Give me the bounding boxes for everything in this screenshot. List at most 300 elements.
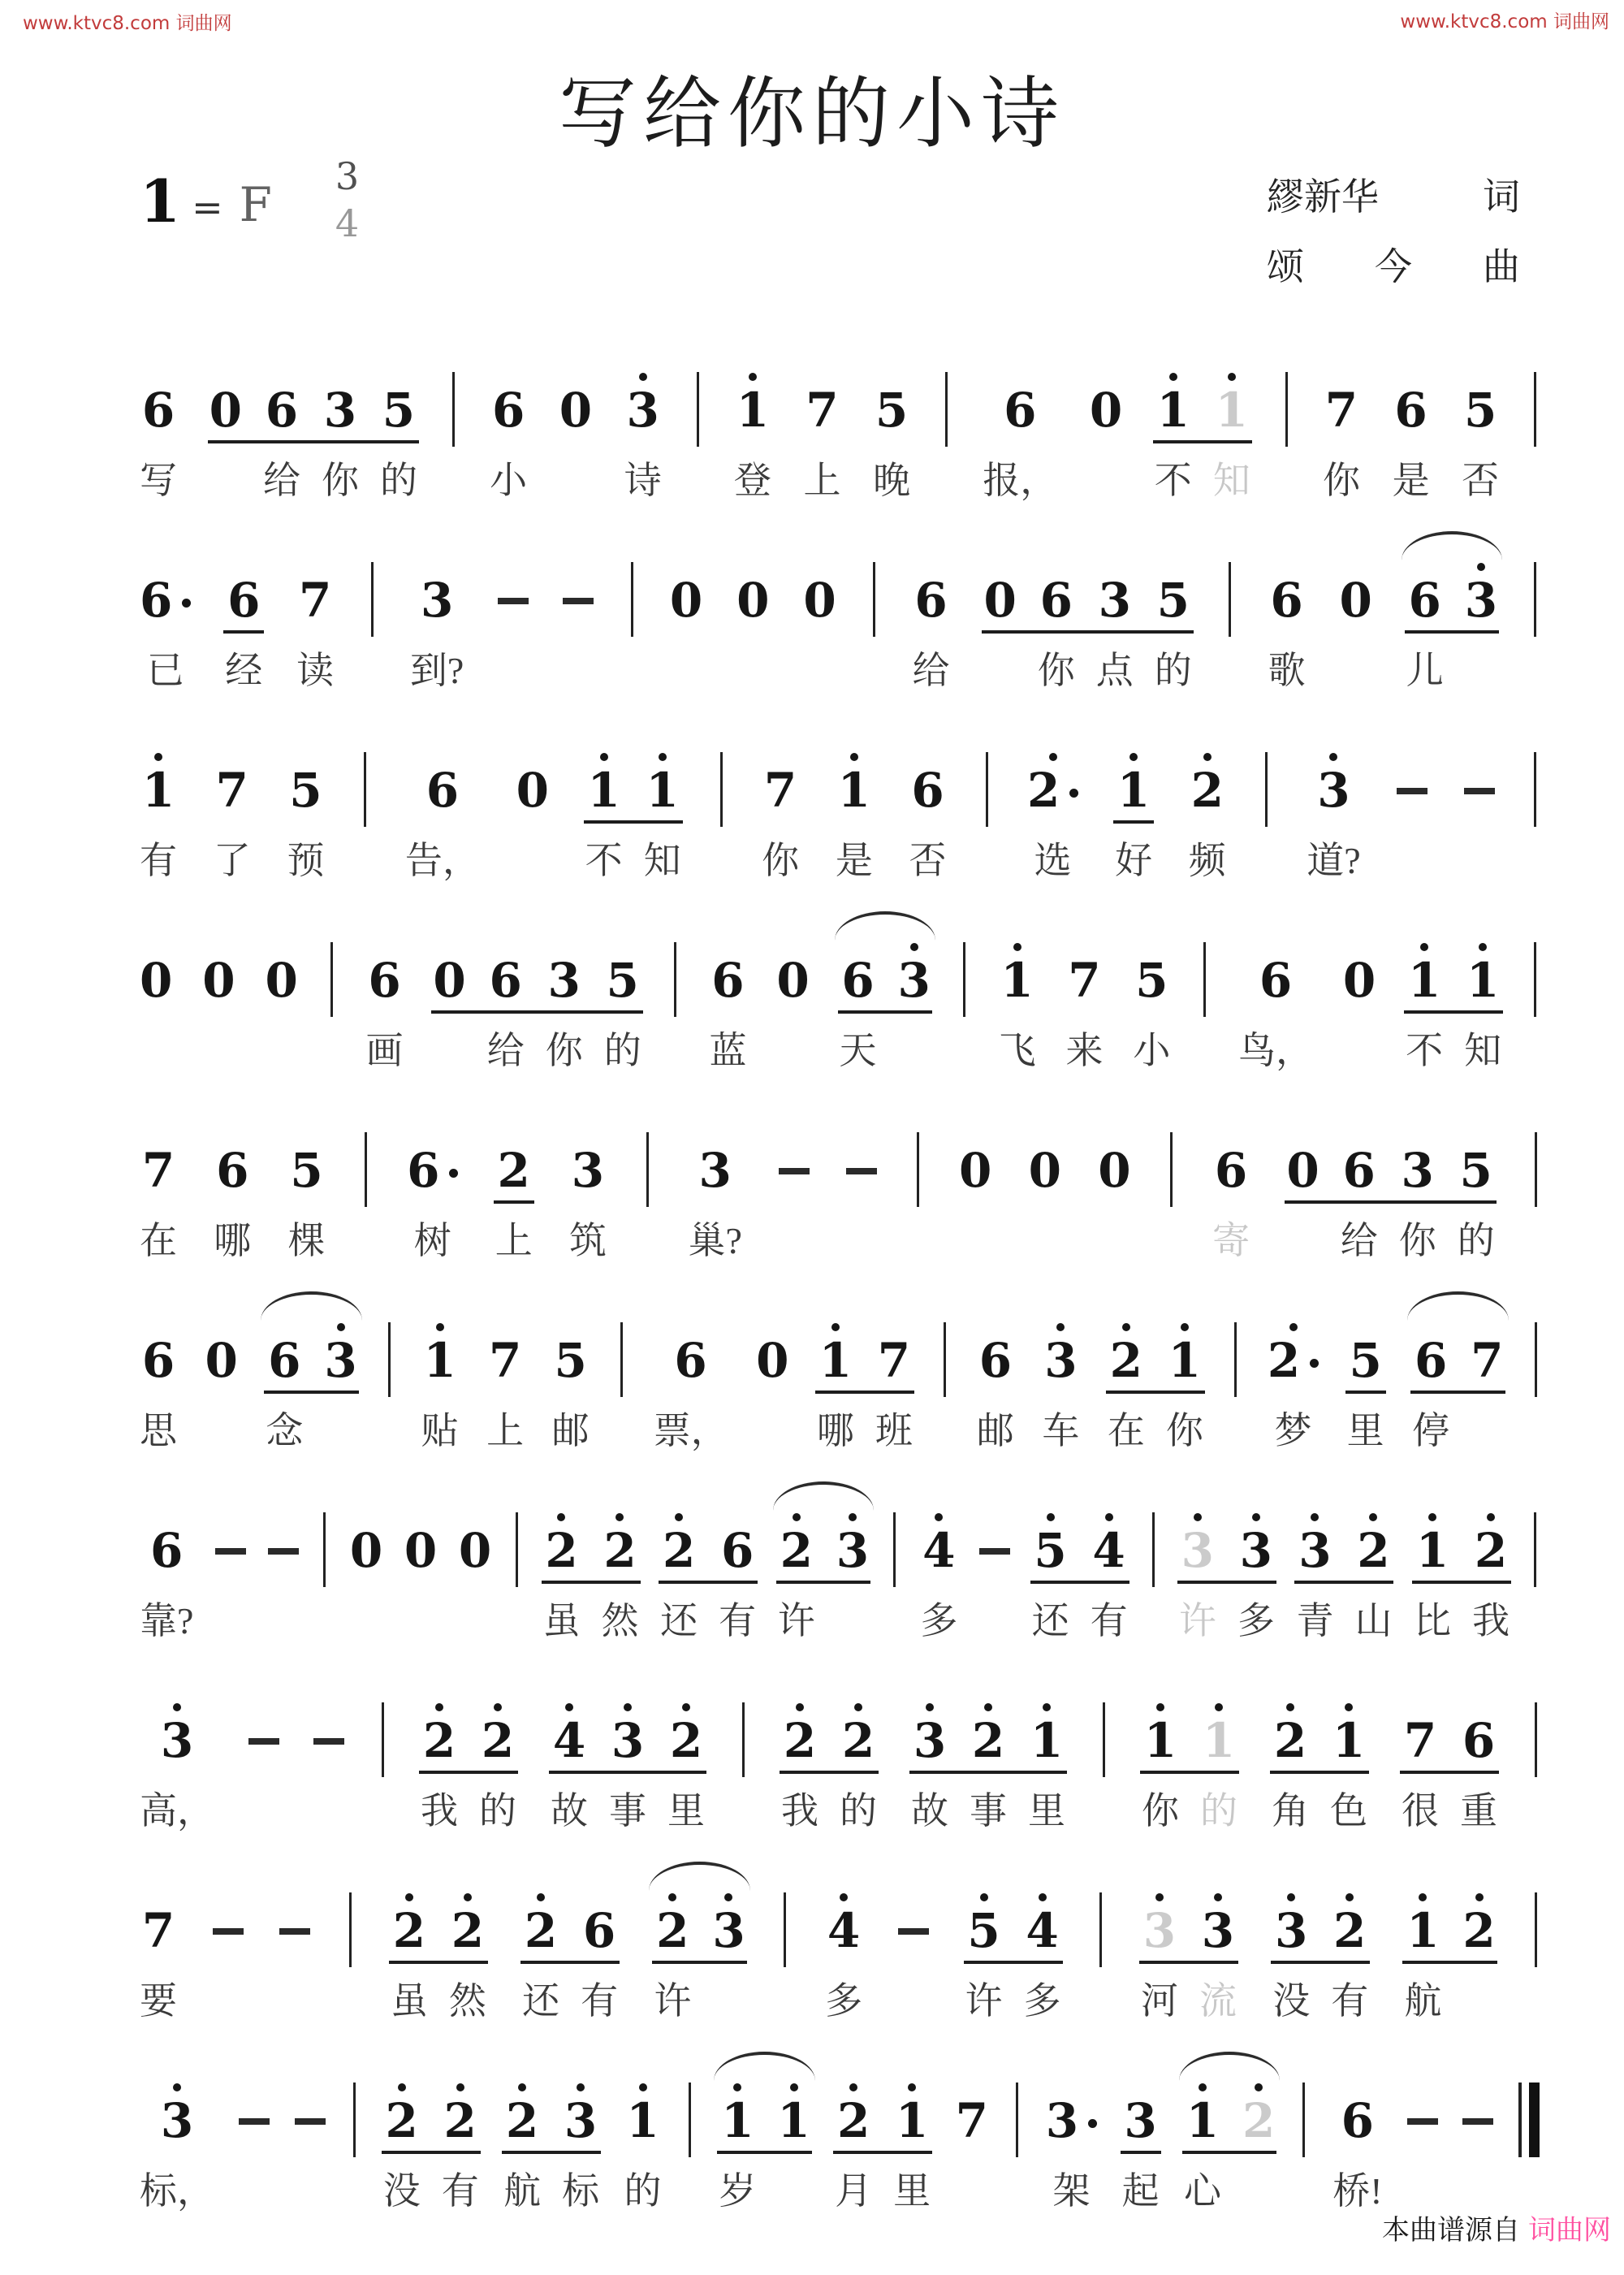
note (603, 1467, 636, 1589)
note-digit: 6 (978, 1333, 1013, 1388)
beam-group-cell (1406, 897, 1501, 1075)
lyric: 贴 (421, 1410, 459, 1451)
note-digit: 3 (1239, 1523, 1273, 1578)
note-cell (803, 517, 836, 695)
barline (1531, 707, 1540, 885)
lyric: 心 (1183, 2170, 1221, 2212)
note-digit: 3 (160, 1713, 194, 1768)
note-cell (404, 1467, 437, 1646)
barline (891, 1467, 899, 1646)
lyric: 岁 (719, 2170, 757, 2212)
note-column (604, 897, 641, 1075)
note-cell (776, 897, 809, 1075)
lyric: 知 (643, 840, 681, 881)
note (776, 897, 809, 1019)
beam-group-cell (1032, 1467, 1128, 1646)
lyric: 有 (1331, 1980, 1369, 2022)
beam-group (503, 2037, 599, 2216)
system-row-4 (140, 897, 1540, 1075)
note (525, 1847, 557, 1969)
note-digit: 1 (1415, 1523, 1449, 1578)
barline (781, 1847, 789, 2026)
lyric: 频 (1188, 840, 1226, 881)
time-signature (335, 154, 360, 245)
octave-dot (1215, 1703, 1223, 1711)
note-digit: 2 (392, 1903, 426, 1958)
note-column (1406, 897, 1443, 1075)
octave-dot (565, 1703, 573, 1711)
note-cell (1462, 327, 1499, 505)
note (498, 1087, 530, 1209)
beam-group (266, 1277, 356, 1455)
note-digit: 5 (1459, 1143, 1492, 1198)
note (1027, 707, 1078, 828)
note-digit: 2 (1474, 1523, 1508, 1578)
note-cell (140, 517, 191, 695)
note-cell (1343, 897, 1376, 1075)
note-digit: 3 (626, 383, 659, 438)
octave-dot (615, 1513, 624, 1521)
beam-group-cell (433, 897, 641, 1075)
octave-dot (1255, 2083, 1263, 2091)
lyric: 虽 (542, 1600, 581, 1641)
dash-stroke (213, 1928, 244, 1935)
note-column (1200, 1657, 1237, 1836)
note (1098, 1087, 1130, 1209)
barline (361, 707, 369, 885)
note (1000, 897, 1033, 1019)
octave-dot (1479, 943, 1487, 951)
note-digit: 6 (489, 953, 522, 1008)
footer-prefix: 本曲谱源自 (1382, 2216, 1520, 2246)
duration-dash (213, 1847, 244, 2026)
lyric: 的 (1457, 1220, 1495, 1261)
note (444, 2037, 477, 2159)
dash-stroke (313, 1738, 344, 1745)
note (1090, 327, 1122, 448)
note-digit: 0 (1089, 383, 1123, 438)
lyric: 歌 (1268, 650, 1306, 691)
lyric: 停 (1412, 1410, 1450, 1451)
octave-dot (908, 2083, 916, 2091)
note (1135, 897, 1168, 1019)
note-column (1341, 1087, 1378, 1265)
note-digit: 1 (141, 763, 175, 818)
note-cell (1189, 707, 1226, 885)
note (1110, 1277, 1142, 1399)
octave-dot (1181, 1323, 1189, 1331)
octave-dot (1311, 1513, 1319, 1521)
lyric: 标 (562, 2170, 600, 2212)
note-digit: 3 (324, 1333, 357, 1388)
note (1117, 707, 1150, 828)
note-digit: 5 (382, 383, 416, 438)
note (583, 1847, 615, 1969)
lyric (724, 1977, 732, 2026)
note-cell (421, 1277, 459, 1455)
note-digit: 6 (1394, 383, 1427, 438)
note-cell (920, 1467, 957, 1646)
note-digit: 3 (1181, 1523, 1215, 1578)
note-column (893, 2037, 931, 2216)
lyric (749, 647, 757, 695)
octave-dot (749, 373, 757, 381)
dash-stroke (1407, 2118, 1438, 2125)
duration-dash (268, 1467, 299, 1646)
note (482, 1657, 514, 1779)
note-digit: 2 (481, 1713, 515, 1768)
lyric: 哪 (816, 1410, 854, 1451)
octave-dot (639, 373, 647, 381)
lyric (1475, 1977, 1484, 2026)
note-digit: 2 (1462, 1903, 1496, 1958)
barline-stroke (371, 562, 374, 637)
lyric: 起 (1121, 2170, 1160, 2212)
note-digit: 2 (451, 1903, 485, 1958)
note (784, 1657, 816, 1779)
note-digit: 6 (1342, 1143, 1376, 1198)
note-digit: 3 (897, 953, 931, 1008)
note-column (551, 1657, 588, 1836)
lyric: 道? (1307, 840, 1361, 881)
lyric: 许 (1178, 1600, 1216, 1641)
note-digit: 2 (1267, 1333, 1301, 1388)
note-column (1272, 1847, 1310, 2026)
note-cell (909, 707, 947, 885)
beam-group (1286, 1087, 1494, 1265)
barline-stroke (742, 1702, 745, 1777)
barline (940, 1277, 948, 1455)
lyric: 否 (1462, 460, 1500, 501)
note (161, 1657, 193, 1779)
note-digit: 5 (289, 763, 322, 818)
note-digit: 5 (1156, 573, 1190, 628)
barline (1531, 327, 1540, 505)
octave-dot (793, 1513, 801, 1521)
note (1464, 327, 1497, 448)
note-column (965, 1847, 1003, 2026)
beam-group-cell (391, 1847, 486, 2026)
lyric: 登 (733, 460, 771, 501)
note-cell (1090, 327, 1122, 505)
note (202, 897, 235, 1019)
note-digit: 3 (698, 1143, 732, 1198)
octave-dot (1487, 1513, 1495, 1521)
octave-dot (173, 1703, 181, 1711)
note-digit: 1 (587, 763, 620, 818)
note (490, 897, 522, 1019)
system-row-6 (140, 1277, 1540, 1455)
barline-stroke (917, 1132, 919, 1207)
note-digit: 5 (1349, 1333, 1382, 1388)
note-digit: 3 (1124, 2093, 1157, 2148)
note (1460, 1087, 1492, 1209)
beam-group (654, 1847, 745, 2026)
barline (617, 1277, 625, 1455)
note-column (1115, 707, 1152, 885)
barline-stroke (382, 1702, 384, 1777)
note (1046, 2037, 1097, 2159)
note-cell (366, 897, 404, 1075)
lyric: 重 (1460, 1790, 1497, 1832)
note (1286, 1087, 1319, 1209)
barline-stroke (1229, 562, 1231, 637)
duration-dash (295, 2037, 326, 2216)
note (1143, 1847, 1176, 1969)
note-cell (140, 1277, 177, 1455)
note-column (781, 1657, 818, 1836)
note-column (391, 1847, 428, 2026)
note-column (1038, 517, 1075, 695)
note-digit: 7 (141, 1143, 175, 1198)
lyric: 的 (1200, 1790, 1237, 1832)
barline-stroke (620, 1322, 623, 1397)
note-digit: 4 (922, 1523, 956, 1578)
beam-group (543, 1467, 639, 1646)
note (324, 327, 356, 448)
dash-stroke (268, 1548, 299, 1555)
note-cell (956, 2037, 988, 2216)
lyric: 山 (1354, 1600, 1393, 1641)
note-digit: 6 (1270, 573, 1303, 628)
barline (1531, 1277, 1540, 1455)
barline-stroke (1285, 372, 1288, 447)
lyric: 你 (1322, 460, 1360, 501)
note-digit: 6 (265, 383, 299, 438)
barline (385, 1277, 393, 1455)
note-column (1142, 1657, 1179, 1836)
barline-stroke (720, 752, 723, 827)
note (607, 897, 639, 1019)
note (1144, 1657, 1177, 1779)
note-column (546, 897, 583, 1075)
credits (1267, 167, 1520, 307)
note-column (581, 1847, 618, 2026)
octave-dot (790, 2083, 798, 2091)
beam-group-cell (551, 1657, 705, 1836)
lyric: 你 (1037, 650, 1075, 691)
barline-stroke (1203, 942, 1206, 1017)
note-digit: 1 (646, 763, 679, 818)
note-cell (410, 517, 464, 695)
lyric: 车 (1042, 1410, 1080, 1451)
note (1408, 897, 1440, 1019)
octave-dot (1043, 1703, 1051, 1711)
note (350, 1467, 382, 1589)
lyric (790, 2167, 798, 2216)
octave-dot (1252, 1513, 1260, 1521)
barline-stroke (388, 1322, 391, 1397)
note-digit: 2 (1273, 1713, 1307, 1768)
system-row-7 (140, 1467, 1540, 1646)
system-row-8 (140, 1657, 1540, 1836)
note (914, 1657, 946, 1779)
note-digit: 0 (1286, 1143, 1320, 1198)
beam-group-cell (1412, 1277, 1503, 1455)
note (699, 1087, 732, 1209)
lyric: 读 (296, 650, 335, 691)
system-row-1 (140, 327, 1540, 505)
note-digit: 4 (827, 1903, 861, 1958)
lyric: 事 (970, 1790, 1007, 1832)
beam-group-cell (654, 1847, 745, 2026)
note (736, 327, 769, 448)
barline (693, 327, 702, 505)
note (545, 1467, 577, 1589)
lyric: 画 (365, 1030, 404, 1071)
lyric: 你 (321, 460, 359, 501)
lyric (1255, 2167, 1263, 2216)
barline-stroke (1152, 1512, 1155, 1587)
note-digit: 3 (1045, 2093, 1079, 2148)
note (587, 707, 620, 828)
barline-stroke (674, 942, 676, 1017)
octave-dot (537, 1893, 545, 1901)
beam-group-cell (660, 1467, 756, 1646)
note-cell (140, 327, 177, 505)
lyric: 报， (983, 460, 1058, 501)
note-digit: 1 (1000, 953, 1034, 1008)
note (1275, 1847, 1307, 1969)
lyric: 里 (1028, 1790, 1065, 1832)
barline-stroke (323, 1512, 326, 1587)
note-column (383, 2037, 421, 2216)
duration-dash (1462, 2037, 1493, 2216)
octave-dot (675, 1513, 683, 1521)
note-cell (825, 1847, 862, 2026)
barline (1531, 517, 1540, 695)
octave-dot (464, 1893, 472, 1901)
barline-stroke (1535, 1132, 1537, 1207)
note-digit: 2 (545, 1523, 578, 1578)
dash-stroke (498, 598, 529, 604)
song-title: 写给你的小诗 (559, 68, 1065, 159)
note-digit: 2 (1357, 1523, 1390, 1578)
note-digit: 1 (1116, 763, 1151, 818)
barline-stroke (784, 1892, 786, 1967)
dash-stroke (846, 1168, 877, 1174)
note-digit: 6 (1341, 2093, 1375, 2148)
octave-dot (682, 1703, 690, 1711)
beam-group (1406, 897, 1501, 1075)
lyricist-credit (1267, 167, 1520, 221)
lyric (471, 1597, 479, 1646)
lyric: 标， (140, 2170, 214, 2212)
beam-group-cell (266, 1277, 356, 1455)
beam-group-cell (1141, 1847, 1237, 2026)
lyric: 高， (140, 1790, 214, 1832)
note-column (1155, 517, 1192, 695)
note (611, 1657, 644, 1779)
lyric: 没 (382, 2170, 421, 2212)
barline (1013, 2037, 1021, 2216)
equals-sign: = (192, 185, 223, 229)
barline-stroke (330, 942, 333, 1017)
lyric (1483, 1407, 1491, 1455)
note-digit: 3 (611, 1713, 645, 1768)
note-digit: 1 (626, 2093, 659, 2148)
note-digit: 7 (1403, 1713, 1437, 1768)
lyric: 点 (1095, 650, 1134, 691)
note-cell (670, 517, 702, 695)
dash-stroke (898, 1928, 929, 1935)
note-cell (140, 1467, 193, 1646)
note (1341, 2037, 1374, 2159)
note (266, 327, 298, 448)
barline-stroke (349, 1892, 352, 1967)
note (1268, 1277, 1319, 1399)
lyric: 鸟， (1238, 1030, 1314, 1071)
note (1157, 327, 1190, 448)
barline (1226, 517, 1234, 695)
note (1325, 327, 1358, 448)
note-cell (1268, 517, 1306, 695)
note-cell (913, 517, 950, 695)
dash-stroke (239, 2118, 270, 2125)
lyric: 要 (140, 1980, 177, 2022)
octave-dot (850, 753, 858, 761)
beam-group (781, 1657, 877, 1836)
note-digit: 3 (1142, 1903, 1177, 1958)
beam-group (391, 1847, 486, 2026)
octave-dot (910, 943, 918, 951)
lyric: 寄 (1212, 1220, 1250, 1261)
beam-group-cell (209, 327, 417, 505)
beam-group (911, 1657, 1065, 1836)
note-digit: 6 (141, 383, 175, 438)
beam-group (383, 2037, 479, 2216)
lyric: 邮 (976, 1410, 1014, 1451)
note-digit: 1 (1156, 383, 1190, 438)
octave-dot (926, 1703, 934, 1711)
beam-group (433, 897, 641, 1075)
note-column (719, 1467, 756, 1646)
note-digit: 0 (1342, 953, 1376, 1008)
barline-stroke (1535, 1892, 1537, 1967)
composer-name-1: 颂 (1267, 246, 1304, 288)
note-cell (214, 1087, 251, 1265)
note (922, 1467, 955, 1589)
note-column (840, 1657, 877, 1836)
beam-group (1032, 1467, 1128, 1646)
time-signature-denominator: 4 (335, 201, 360, 245)
note-digit: 3 (1201, 1903, 1235, 1958)
lyric: 不 (585, 840, 623, 881)
note-cell (803, 327, 840, 505)
beam-group-cell (835, 2037, 931, 2216)
composer-credit (1267, 237, 1520, 291)
beam-group (1272, 1847, 1368, 2026)
note-cell (140, 897, 172, 1075)
dash-stroke (279, 1928, 310, 1935)
note-cell (1323, 327, 1360, 505)
note-digit: 1 (1332, 1713, 1366, 1768)
lyric: 晚 (873, 460, 911, 501)
barline-stroke (452, 372, 455, 447)
octave-dot (796, 1703, 804, 1711)
lyric: 你 (1165, 1410, 1203, 1451)
note-digit: 2 (385, 2093, 418, 2148)
lyric: 多 (920, 1600, 958, 1641)
octave-dot (494, 1703, 502, 1711)
duration-dash (1397, 707, 1427, 885)
lyric: 架 (1052, 2170, 1091, 2212)
lyric: 不 (1406, 1030, 1444, 1071)
note-digit: 3 (1464, 573, 1498, 628)
octave-dot (1329, 753, 1337, 761)
barline-stroke (1534, 372, 1536, 447)
beam-group (1406, 517, 1497, 695)
